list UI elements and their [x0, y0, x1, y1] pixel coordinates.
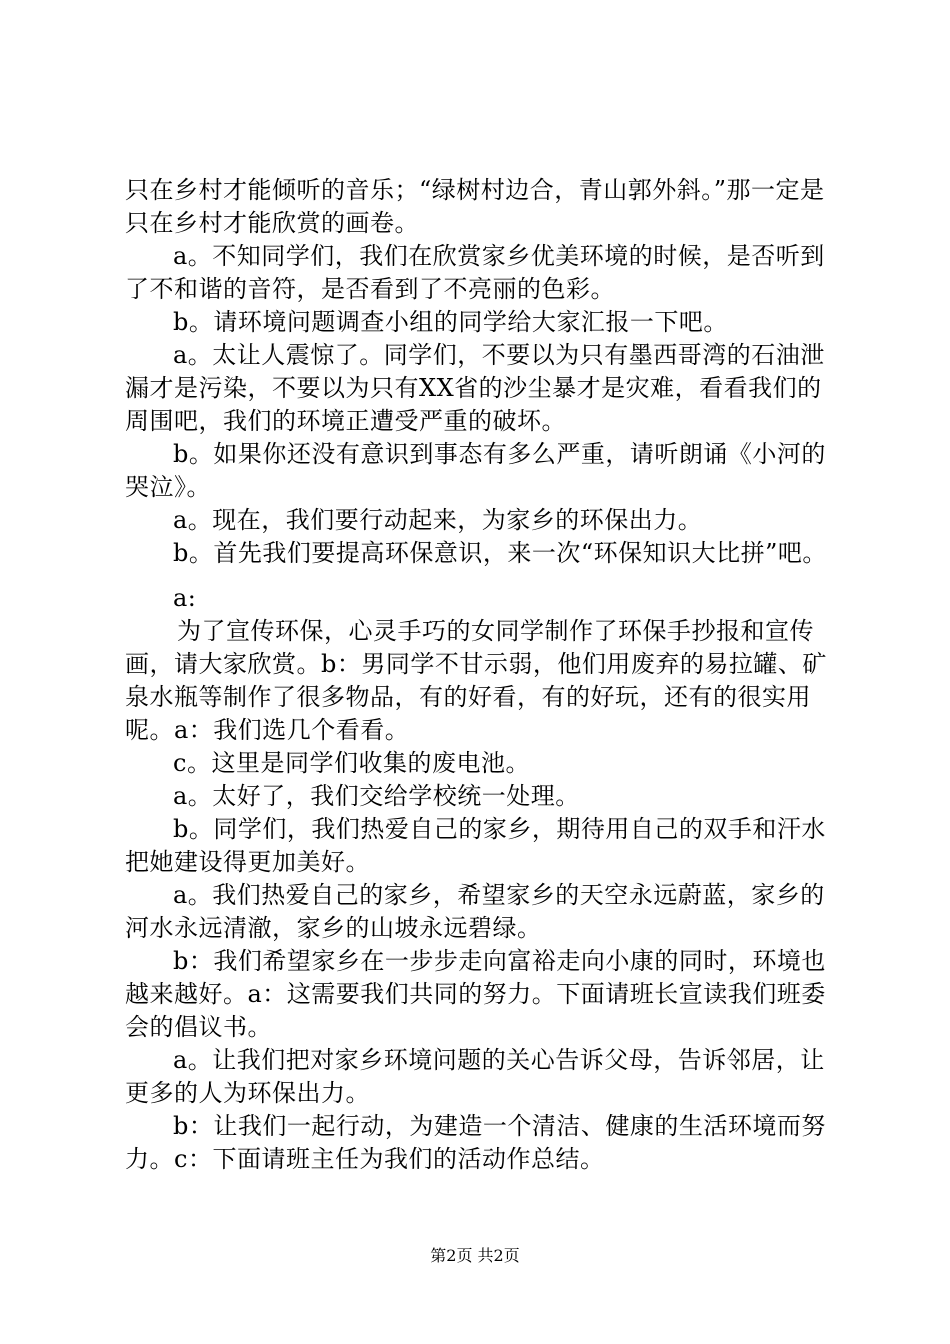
- paragraph: 为了宣传环保，心灵手巧的女同学制作了环保手抄报和宣传画，请大家欣赏。b：男同学不甘示弱，他们用废弃的易拉罐、矿泉水瓶等制作了很多物品，有的好看，有的好玩，还有的很实用呢。a：我们选几个看看。: [125, 617, 827, 744]
- paragraph: a。我们热爱自己的家乡，希望家乡的天空永远蔚蓝，家乡的河水永远清澈，家乡的山坡永远碧绿。: [125, 881, 825, 942]
- document-body: [125, 174, 845, 1176]
- paragraph: a。不知同学们，我们在欣赏家乡优美环境的时候，是否听到了不和谐的音符，是否看到了不亮丽的色彩。: [125, 242, 825, 303]
- paragraph: b。首先我们要提高环保意识，来一次“环保知识大比拼”吧。: [173, 539, 827, 567]
- paragraph: a。让我们把对家乡环境问题的关心告诉父母，告诉邻居，让更多的人为环保出力。: [125, 1046, 825, 1107]
- paragraph: a:: [173, 584, 197, 612]
- paragraph: a。太让人震惊了。同学们，不要以为只有墨西哥湾的石油泄漏才是污染，不要以为只有XX省的沙尘暴才是灾难，看看我们的周围吧，我们的环境正遭受严重的破坏。: [125, 341, 825, 435]
- paragraph: 只在乡村才能倾听的音乐；“绿树村边合，青山郭外斜。”那一定是只在乡村才能欣赏的画卷。: [125, 176, 825, 237]
- paragraph: a。现在，我们要行动起来，为家乡的环保出力。: [173, 506, 703, 534]
- paragraph: b。请环境问题调查小组的同学给大家汇报一下吧。: [173, 308, 728, 336]
- paragraph-gap: [125, 570, 845, 582]
- paragraph: b：我们希望家乡在一步步走向富裕走向小康的同时，环境也越来越好。a：这需要我们共同的努力。下面请班长宣读我们班委会的倡议书。: [125, 947, 826, 1041]
- page-footer: [0, 1243, 950, 1266]
- paragraph: c。这里是同学们收集的废电池。: [173, 749, 530, 777]
- paragraph: a。太好了，我们交给学校统一处理。: [173, 782, 580, 810]
- paragraph: b：让我们一起行动，为建造一个清洁、健康的生活环境而努力。c：下面请班主任为我们的活动作总结。: [125, 1112, 826, 1173]
- paragraph: b。如果你还没有意识到事态有多么严重，请听朗诵《小河的哭泣》。: [125, 440, 826, 501]
- paragraph: b。同学们，我们热爱自己的家乡，期待用自己的双手和汗水把她建设得更加美好。: [125, 815, 826, 876]
- page-number-label: 第2页 共2页: [430, 1246, 520, 1265]
